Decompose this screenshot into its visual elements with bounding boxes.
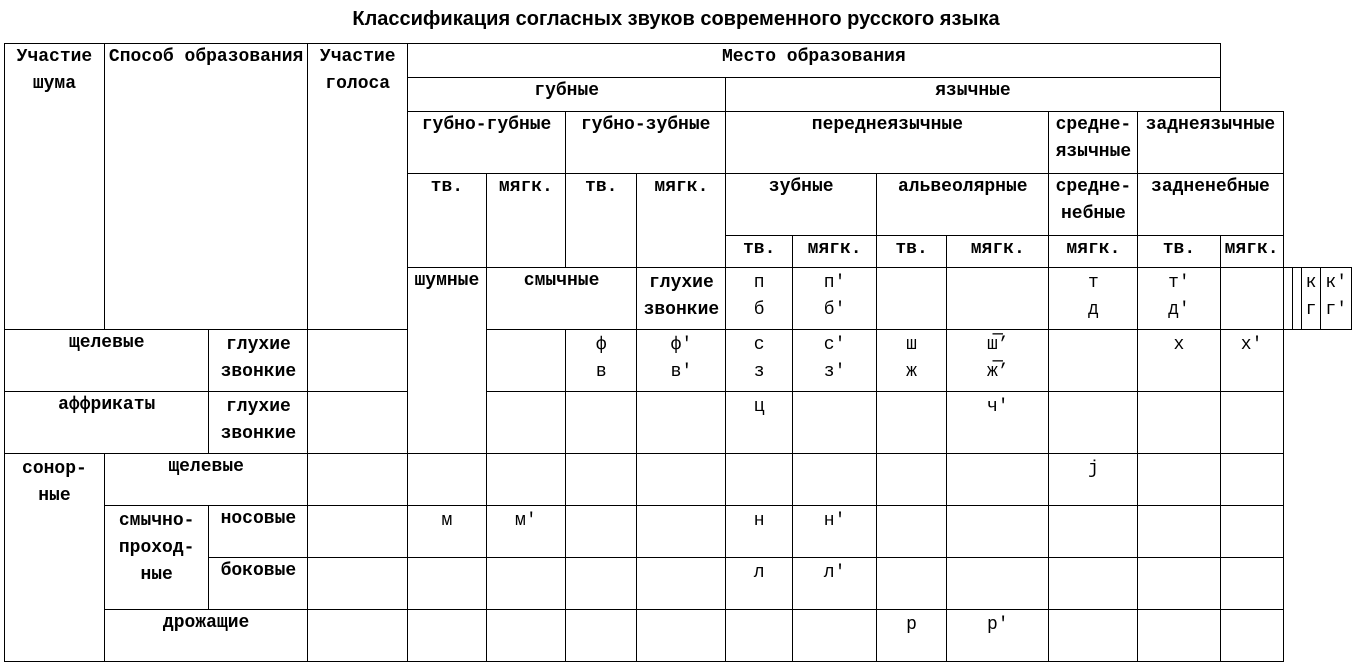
- sound-ch-soft: ч′: [986, 397, 1009, 417]
- header-alveolar-hard: тв.: [877, 236, 947, 268]
- row-stop-passing: [104, 506, 209, 610]
- sound-d-soft: д′: [1168, 300, 1190, 320]
- empty-cell: [1292, 268, 1301, 330]
- empty-cell: [486, 610, 565, 662]
- empty-cell: [1049, 610, 1138, 662]
- sonorant-label: сонор-ные: [22, 459, 87, 506]
- voice-cell: [209, 392, 308, 454]
- sound-cell: [726, 506, 793, 558]
- sound-cell: [486, 506, 565, 558]
- sound-z-soft: з′: [823, 362, 846, 382]
- empty-cell: [726, 610, 793, 662]
- sound-cell: [726, 392, 793, 454]
- header-labiodental-soft: мягк.: [637, 174, 726, 268]
- sound-cell: [1138, 268, 1220, 330]
- header-dental: зубные: [726, 174, 877, 236]
- sound-cell: [947, 392, 1049, 454]
- sound-m-soft: м′: [515, 511, 537, 531]
- sound-s-soft: с′: [823, 335, 846, 355]
- sound-z: з: [753, 362, 765, 382]
- sound-p: п: [753, 273, 765, 293]
- empty-cell: [566, 454, 637, 506]
- empty-cell: [877, 268, 947, 330]
- sound-f-soft: ф′: [670, 335, 693, 355]
- empty-cell: [1049, 506, 1138, 558]
- empty-cell: [1049, 392, 1138, 454]
- sound-r-soft: р′: [986, 615, 1009, 635]
- sound-sh: ш: [906, 335, 917, 355]
- sound-h-soft: х′: [1240, 335, 1263, 355]
- empty-cell: [486, 330, 565, 392]
- empty-cell: [1138, 454, 1220, 506]
- sound-cell: [1049, 454, 1138, 506]
- sound-s: с: [753, 335, 765, 355]
- sound-cell: [408, 506, 487, 558]
- sound-t: т: [1087, 273, 1099, 293]
- sound-b-soft: б′: [823, 300, 846, 320]
- empty-cell: [308, 506, 408, 558]
- empty-cell: [1138, 558, 1220, 610]
- header-dental-soft: мягк.: [793, 236, 877, 268]
- row-fricatives: щелевые: [5, 330, 209, 392]
- empty-cell: [486, 392, 565, 454]
- empty-cell: [1283, 268, 1292, 330]
- header-back-hard: тв.: [1138, 236, 1220, 268]
- empty-cell: [637, 392, 726, 454]
- sound-r: р: [906, 615, 917, 635]
- sound-b: б: [753, 300, 765, 320]
- empty-cell: [877, 506, 947, 558]
- header-dental-hard: тв.: [726, 236, 793, 268]
- consonant-classification-table: [4, 43, 1352, 662]
- empty-cell: [1220, 454, 1283, 506]
- empty-cell: [726, 454, 793, 506]
- sound-cell: [1321, 268, 1352, 330]
- empty-cell: [1138, 506, 1220, 558]
- empty-cell: [308, 454, 408, 506]
- sound-cell: [637, 330, 726, 392]
- sound-v: в: [595, 362, 607, 382]
- sound-cell: [877, 330, 947, 392]
- header-labiodental: губно-зубные: [566, 112, 726, 174]
- sound-n: н: [753, 511, 765, 531]
- sound-cell: [566, 330, 637, 392]
- header-middle: средне-язычные: [1049, 112, 1138, 174]
- header-noise: Участие шума: [5, 44, 105, 330]
- empty-cell: [877, 392, 947, 454]
- empty-cell: [308, 558, 408, 610]
- page-title: Классификация согласных звуков современного русского языка: [352, 8, 1000, 30]
- header-place: Место образования: [408, 44, 1221, 78]
- empty-cell: [308, 610, 408, 662]
- empty-cell: [1138, 610, 1220, 662]
- empty-cell: [408, 454, 487, 506]
- voiced-label: звонкие: [220, 362, 297, 382]
- header-bilabial-soft: мягк.: [486, 174, 565, 268]
- empty-cell: [877, 558, 947, 610]
- voice-cell: [637, 268, 726, 330]
- empty-cell: [566, 558, 637, 610]
- sound-cell: [726, 268, 793, 330]
- stop-passing-label: смычно-проход-ные: [118, 511, 195, 585]
- sound-t-soft: т′: [1168, 273, 1190, 293]
- header-front: переднеязычные: [726, 112, 1049, 174]
- sound-m: м: [441, 511, 453, 531]
- empty-cell: [947, 268, 1049, 330]
- header-bilabial: губно-губные: [408, 112, 566, 174]
- sound-n-soft: н′: [823, 511, 846, 531]
- empty-cell: [1220, 610, 1283, 662]
- row-sonorant: [5, 454, 105, 662]
- header-bilabial-hard: тв.: [408, 174, 487, 268]
- voiceless-label: глухие: [225, 335, 291, 355]
- row-nasal: носовые: [209, 506, 308, 558]
- header-back: заднеязычные: [1138, 112, 1283, 174]
- empty-cell: [1220, 558, 1283, 610]
- row-stops: смычные: [486, 268, 637, 330]
- sound-ts: ц: [753, 397, 765, 417]
- empty-cell: [947, 454, 1049, 506]
- empty-cell: [566, 506, 637, 558]
- sound-shch: ш̅̅’: [986, 335, 1009, 355]
- sound-h: х: [1173, 335, 1185, 355]
- empty-cell: [793, 454, 877, 506]
- sound-cell: [877, 610, 947, 662]
- header-alveolar-soft: мягк.: [947, 236, 1049, 268]
- row-noisy: шумные: [408, 268, 487, 454]
- sound-cell: [947, 610, 1049, 662]
- row-son-fricatives: щелевые: [104, 454, 307, 506]
- header-labial: губные: [408, 78, 726, 112]
- empty-cell: [793, 610, 877, 662]
- voice-cell: [209, 330, 308, 392]
- empty-cell: [1049, 558, 1138, 610]
- empty-cell: [408, 610, 487, 662]
- empty-cell: [947, 506, 1049, 558]
- voiceless-label: глухие: [225, 397, 291, 417]
- sound-k-soft: к′: [1325, 273, 1347, 293]
- sound-k: к: [1305, 273, 1317, 293]
- sound-j: j: [1087, 459, 1099, 479]
- empty-cell: [1138, 392, 1220, 454]
- sound-cell: [793, 330, 877, 392]
- voiced-label: звонкие: [643, 300, 720, 320]
- sound-g-soft: г′: [1325, 300, 1347, 320]
- sound-cell: [947, 330, 1049, 392]
- empty-cell: [637, 558, 726, 610]
- sound-zh: ж: [906, 362, 917, 382]
- sound-cell: [1049, 268, 1138, 330]
- empty-cell: [566, 610, 637, 662]
- sound-v-soft: в′: [670, 362, 693, 382]
- sound-p-soft: п′: [823, 273, 846, 293]
- sound-cell: [726, 558, 793, 610]
- header-back-palatal: задненебные: [1138, 174, 1283, 236]
- empty-cell: [637, 454, 726, 506]
- empty-cell: [637, 610, 726, 662]
- sound-d: д: [1087, 300, 1099, 320]
- row-affricates: аффрикаты: [5, 392, 209, 454]
- empty-cell: [1049, 330, 1138, 392]
- row-trill: дрожащие: [104, 610, 307, 662]
- sound-g: г: [1305, 300, 1317, 320]
- sound-cell: [1301, 268, 1321, 330]
- voiceless-label: глухие: [648, 273, 714, 293]
- empty-cell: [1220, 392, 1283, 454]
- sound-l-soft: л′: [823, 563, 846, 583]
- empty-cell: [1220, 268, 1283, 330]
- empty-cell: [308, 330, 408, 392]
- voiced-label: звонкие: [220, 424, 297, 444]
- empty-cell: [408, 558, 487, 610]
- empty-cell: [1220, 506, 1283, 558]
- header-labiodental-hard: тв.: [566, 174, 637, 268]
- sound-cell: [726, 330, 793, 392]
- header-alveolar: альвеолярные: [877, 174, 1049, 236]
- empty-cell: [877, 454, 947, 506]
- header-mid-palatal: средне-небные: [1049, 174, 1138, 236]
- empty-cell: [947, 558, 1049, 610]
- header-back-soft: мягк.: [1220, 236, 1283, 268]
- sound-f: ф: [595, 335, 607, 355]
- sound-cell: [1220, 330, 1283, 392]
- empty-cell: [566, 392, 637, 454]
- sound-cell: [793, 506, 877, 558]
- sound-cell: [793, 558, 877, 610]
- header-mid-palatal-soft: мягк.: [1049, 236, 1138, 268]
- empty-cell: [486, 454, 565, 506]
- header-method: Способ образования: [104, 44, 307, 330]
- sound-zhzh: ж̅̅’: [986, 362, 1009, 382]
- empty-cell: [793, 392, 877, 454]
- sound-cell: [793, 268, 877, 330]
- empty-cell: [637, 506, 726, 558]
- sound-cell: [1138, 330, 1220, 392]
- header-lingual: язычные: [726, 78, 1220, 112]
- row-lateral: боковые: [209, 558, 308, 610]
- header-voice: Участие голоса: [308, 44, 408, 330]
- empty-cell: [308, 392, 408, 454]
- empty-cell: [486, 558, 565, 610]
- sound-l: л: [753, 563, 765, 583]
